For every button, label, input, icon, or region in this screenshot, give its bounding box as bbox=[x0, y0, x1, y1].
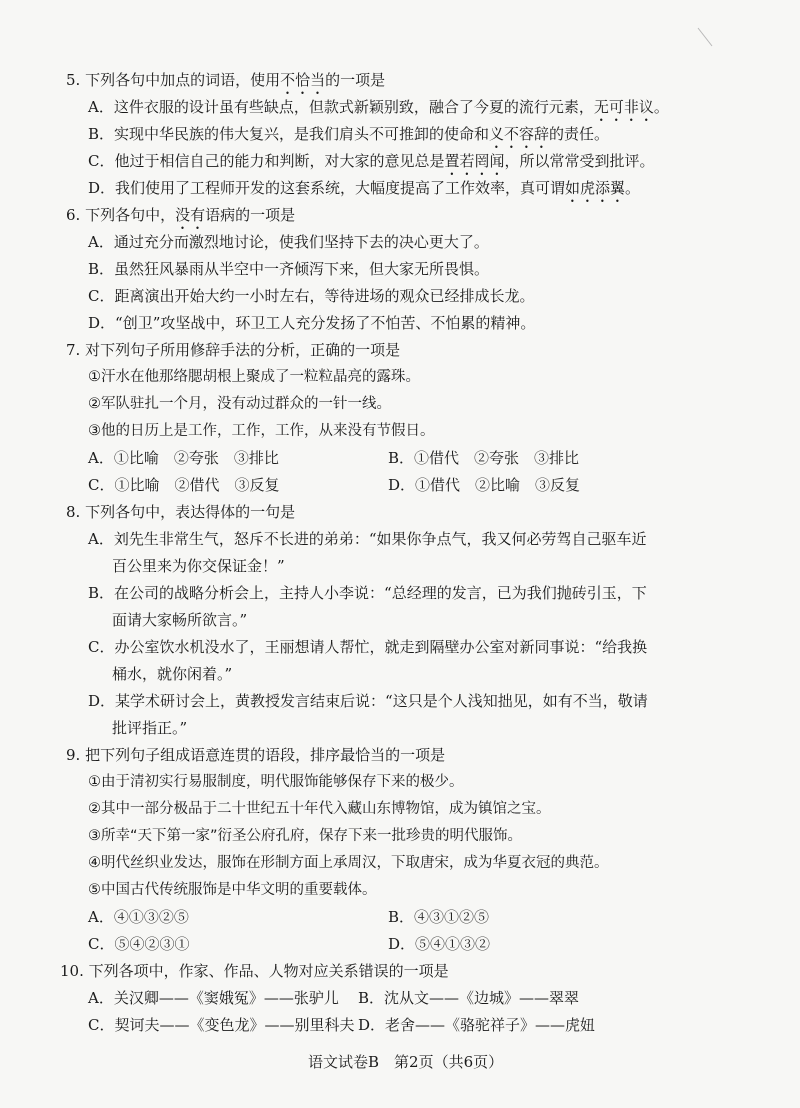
q8-option-b-line2: 面请大家畅所欲言。” bbox=[112, 611, 248, 629]
q10-option-b: B．沈从文——《边城》——翠翠 bbox=[358, 989, 580, 1007]
q5-d-pre: D．我们使用了工程师开发的这套系统，大幅度提高了工作效率，真可谓 bbox=[88, 179, 566, 197]
q8-number: 8. bbox=[66, 503, 81, 521]
q9-sentence-5: ⑤中国古代传统服饰是中华文明的重要载体。 bbox=[88, 882, 377, 898]
q7-sentence-2: ②军队驻扎一个月，没有动过群众的一针一线。 bbox=[88, 396, 391, 412]
q6-stem bbox=[66, 205, 295, 233]
q7-option-b: B．①借代 ②夸张 ③排比 bbox=[388, 449, 580, 467]
q5-b-pre: B．实现中华民族的伟大复兴，是我们肩头不可推卸的使命和 bbox=[88, 125, 490, 143]
page-footer: 语文试卷B 第2页（共6页） bbox=[308, 1053, 504, 1071]
q9-stem-text: 把下列句子组成语意连贯的语段，排序最恰当的一项是 bbox=[85, 746, 446, 764]
q5-stem bbox=[66, 70, 385, 98]
q8-option-d-line2: 批评指正。” bbox=[112, 719, 188, 737]
q9-option-a: A．④①③②⑤ bbox=[88, 908, 189, 926]
q5-b-post: 的责任。 bbox=[549, 125, 610, 143]
q5-option-c bbox=[88, 151, 655, 179]
q6-option-d: D．“创卫”攻坚战中，环卫工人充分发扬了不怕苦、不怕累的精神。 bbox=[88, 314, 536, 332]
q8-option-b-line1: B．在公司的战略分析会上，主持人小李说：“总经理的发言，已为我们抛砖引玉，下 bbox=[88, 584, 647, 602]
q10-stem bbox=[60, 961, 449, 981]
q6-stem-emphasis: 没有 bbox=[175, 206, 206, 224]
q9-sentence-2: ②其中一部分极品于二十世纪五十年代入藏山东博物馆，成为镇馆之宝。 bbox=[88, 801, 551, 817]
q7-stem-text: 对下列句子所用修辞手法的分析，正确的一项是 bbox=[85, 341, 401, 359]
q9-sentence-1: ①由于清初实行易服制度，明代服饰能够保存下来的极少。 bbox=[88, 774, 464, 790]
q7-sentence-3: ③他的日历上是工作，工作，工作，从来没有节假日。 bbox=[88, 423, 435, 439]
q5-b-emphasis: 义不容辞 bbox=[489, 125, 550, 143]
q5-a-pre: A．这件衣服的设计虽有些缺点，但款式新颖别致，融合了今夏的流行元素， bbox=[88, 98, 594, 116]
q7-option-a: A．①比喻 ②夸张 ③排比 bbox=[88, 449, 279, 467]
q7-stem bbox=[66, 340, 400, 360]
q5-a-emphasis: 无可非议 bbox=[593, 98, 654, 116]
q6-option-b: B．虽然狂风暴雨从半空中一齐倾泻下来，但大家无所畏惧。 bbox=[88, 260, 490, 278]
q7-number: 7. bbox=[66, 341, 81, 359]
q8-option-c-line1: C．办公室饮水机没水了，王丽想请人帮忙，就走到隔壁办公室对新同事说：“给我换 bbox=[88, 638, 648, 656]
q5-stem-emphasis: 不恰当 bbox=[280, 71, 326, 89]
q8-stem bbox=[66, 502, 295, 522]
q5-stem-pre: 下列各句中加点的词语，使用 bbox=[85, 71, 281, 89]
q5-option-a bbox=[88, 97, 669, 125]
q6-option-a: A．通过充分而激烈地讨论，使我们坚持下去的决心更大了。 bbox=[88, 233, 489, 251]
q8-option-a-line1: A．刘先生非常生气，怒斥不长进的弟弟：“如果你争点气，我又何必劳驾自己驱车近 bbox=[88, 530, 647, 548]
q10-number: 10. bbox=[60, 962, 84, 980]
q9-sentence-3: ③所幸“天下第一家”衍圣公府孔府，保存下来一批珍贵的明代服饰。 bbox=[88, 828, 523, 844]
q8-option-c-line2: 桶水，就你闲着。” bbox=[112, 665, 233, 683]
q5-a-post: 。 bbox=[653, 98, 669, 116]
q5-option-d bbox=[88, 178, 640, 206]
q9-option-c: C．⑤④②③① bbox=[88, 935, 190, 953]
q10-option-d: D．老舍——《骆驼祥子》——虎妞 bbox=[358, 1016, 596, 1034]
q5-option-b bbox=[88, 124, 609, 152]
q8-stem-text: 下列各句中，表达得体的一句是 bbox=[85, 503, 296, 521]
q5-d-post: 。 bbox=[625, 179, 641, 197]
q5-c-pre: C．他过于相信自己的能力和判断，对大家的意见总是 bbox=[88, 152, 445, 170]
q5-number: 5. bbox=[66, 71, 81, 89]
q6-stem-post: 语病的一项是 bbox=[205, 206, 296, 224]
q5-d-emphasis: 如虎添翼 bbox=[565, 179, 626, 197]
q9-option-b: B．④③①②⑤ bbox=[388, 908, 490, 926]
q10-stem-text: 下列各项中，作家、作品、人物对应关系错误的一项是 bbox=[88, 962, 449, 980]
q6-number: 6. bbox=[66, 206, 81, 224]
q9-option-d: D．⑤④①③② bbox=[388, 935, 491, 953]
q9-sentence-4: ④明代丝织业发达，服饰在形制方面上承周汉，下取唐宋，成为华夏衣冠的典范。 bbox=[88, 855, 609, 871]
q7-option-d: D．①借代 ②比喻 ③反复 bbox=[388, 476, 581, 494]
q8-option-d-line1: D．某学术研讨会上，黄教授发言结束后说：“这只是个人浅知拙见，如有不当，敬请 bbox=[88, 692, 648, 710]
q10-option-c: C．契诃夫——《变色龙》——别里科夫 bbox=[88, 1016, 355, 1034]
q9-stem bbox=[66, 745, 445, 765]
q6-stem-pre: 下列各句中， bbox=[85, 206, 176, 224]
q5-c-emphasis: 置若罔闻 bbox=[444, 152, 505, 170]
q6-option-c: C．距离演出开始大约一小时左右，等待进场的观众已经排成长龙。 bbox=[88, 287, 535, 305]
q7-sentence-1: ①汗水在他那络腮胡根上聚成了一粒粒晶亮的露珠。 bbox=[88, 369, 420, 385]
q10-option-a: A．关汉卿——《窦娥冤》——张驴儿 bbox=[88, 989, 339, 1007]
q8-option-a-line2: 百公里来为你交保证金！” bbox=[112, 557, 285, 575]
q5-stem-post: 的一项是 bbox=[325, 71, 386, 89]
q7-option-c: C．①比喻 ②借代 ③反复 bbox=[88, 476, 280, 494]
q5-c-post: ，所以常常受到批评。 bbox=[504, 152, 655, 170]
q9-number: 9. bbox=[66, 746, 81, 764]
